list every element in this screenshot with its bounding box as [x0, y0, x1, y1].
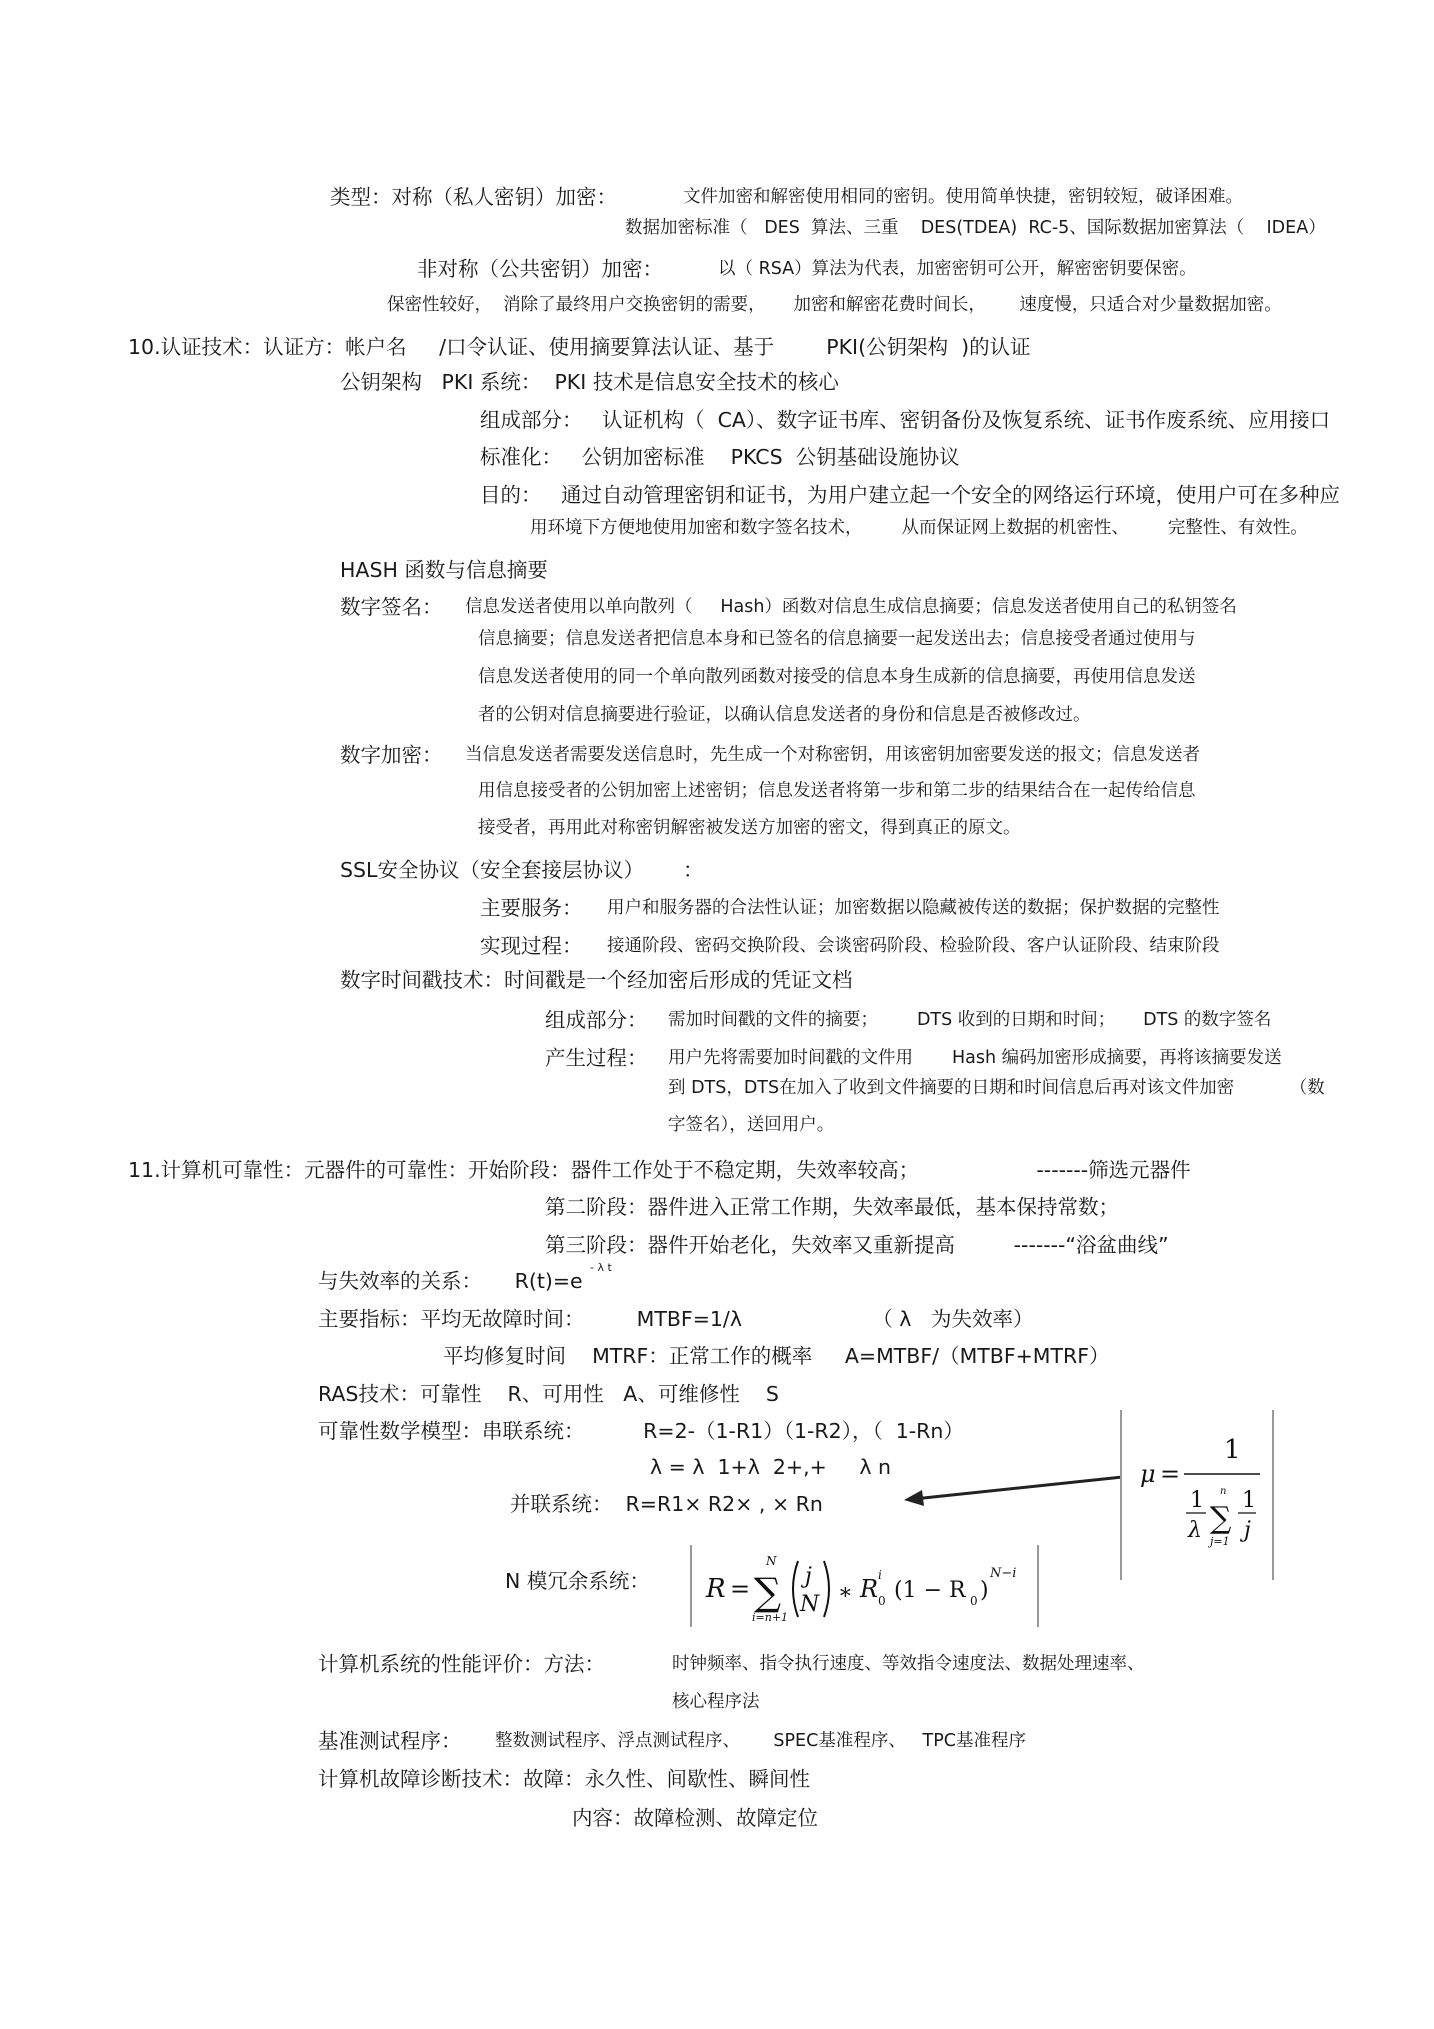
text-line: 当信息发送者需要发送信息时，先生成一个对称密钥，用该密钥加密要发送的报文；信息发送者: [465, 745, 1200, 765]
formula-mu-sigma: ∑: [1210, 1501, 1232, 1536]
text-line: 核心程序法: [672, 1692, 760, 1712]
text-line: 用环境下方便地使用加密和数字签名技术， 从而保证网上数据的机密性、 完整性、有效性。: [530, 518, 1308, 538]
text-line: 保密性较好， 消除了最终用户交换密钥的需要， 加密和解密花费时间长， 速度慢，只适合对少量数据加密。: [387, 295, 1282, 315]
text-line: 第二阶段：器件进入正常工作期，失效率最低，基本保持常数；: [545, 1195, 1119, 1219]
text-line: 计算机故障诊断技术：故障：永久性、间歇性、瞬间性: [318, 1767, 810, 1791]
text-line: 数字签名：: [340, 595, 443, 619]
subheading: 数字时间戳技术：时间戳是一个经加密后形成的凭证文档: [340, 968, 853, 992]
text-line: N 模冗余系统：: [505, 1569, 650, 1593]
formula-mu-inner-den: λ: [1188, 1518, 1202, 1543]
section-heading: 11.计算机可靠性：元器件的可靠性：开始阶段：器件工作处于不稳定期，失效率较高； -------筛选元器件: [128, 1158, 1191, 1182]
text-line: RAS技术：可靠性 R、可用性 A、可维修性 S: [318, 1382, 779, 1406]
subheading: HASH 函数与信息摘要: [340, 558, 548, 582]
text-line: 与失效率的关系： R(t)=e: [318, 1269, 583, 1293]
formula-mu-upper: n: [1220, 1486, 1227, 1497]
formula-nmr-box: [690, 1545, 1039, 1627]
text-line: 公钥架构 PKI 系统： PKI 技术是信息安全技术的核心: [340, 370, 839, 394]
text-line: 时钟频率、指令执行速度、等效指令速度法、数据处理速率、: [672, 1654, 1145, 1674]
text-line: 类型：对称（私人密钥）加密：: [330, 185, 617, 209]
text-line: 整数测试程序、浮点测试程序、 SPEC基准程序、 TPC基准程序: [495, 1731, 1026, 1751]
text-line: 组成部分： 认证机构（ CA）、数字证书库、密钥备份及恢复系统、证书作废系统、应用接口: [480, 408, 1331, 432]
formula-nmr-r0-sub: 0: [878, 1594, 886, 1608]
text-line: 标准化： 公钥加密标准 PKCS 公钥基础设施协议: [480, 445, 960, 469]
text-line: 主要指标：平均无故障时间： MTBF=1/λ （ λ 为失效率）: [318, 1307, 1034, 1331]
text-line: 用户和服务器的合法性认证；加密数据以隐藏被传送的数据；保护数据的完整性: [607, 898, 1220, 918]
formula-nmr-r0-sup: i: [878, 1568, 882, 1582]
paren-left: [793, 1561, 798, 1617]
paren-right: [824, 1561, 829, 1617]
section-heading: 10.认证技术：认证方：帐户名 /口令认证、使用摘要算法认证、基于 PKI(公钥架构 )的认证: [128, 335, 1031, 359]
text-line: 可靠性数学模型：串联系统： R=2-（1-R1）（1-R2），（ 1-Rn）: [318, 1419, 964, 1443]
text-line: 产生过程：: [545, 1046, 648, 1070]
text-line: 接受者，再用此对称密钥解密被发送方加密的密文，得到真正的原文。: [478, 818, 1021, 838]
text-line: λ = λ 1+λ 2+,+ λ n: [650, 1455, 892, 1479]
text-line: 第三阶段：器件开始老化，失效率又重新提高 -------“浴盆曲线”: [545, 1233, 1169, 1257]
formula-nmr-exp: N−i: [990, 1566, 1017, 1581]
exponent: - λ t: [590, 1261, 612, 1274]
formula-nmr-r0: R: [860, 1575, 879, 1603]
formula-mu-frac-den: j: [1244, 1518, 1251, 1543]
text-line: 信息摘要；信息发送者把信息本身和已签名的信息摘要一起发送出去；信息接受者通过使用与: [478, 629, 1196, 649]
formula-mu-num: 1: [1224, 1435, 1241, 1465]
formula-nmr-lhs: R: [706, 1574, 726, 1604]
formula-mu-lhs: μ: [1140, 1460, 1156, 1488]
text-line: 非对称（公共密钥）加密：: [417, 257, 663, 281]
arrow-icon: [900, 1470, 1140, 1510]
text-line: 接通阶段、密码交换阶段、会谈密码阶段、检验阶段、客户认证阶段、结束阶段: [607, 936, 1220, 956]
text-line: 信息发送者使用以单向散列（ Hash）函数对信息生成信息摘要；信息发送者使用自己的私钥签名: [465, 597, 1237, 617]
text-line: 到 DTS，DTS在加入了收到文件摘要的日期和时间信息后再对该文件加密 （数: [668, 1078, 1325, 1098]
text-line: 需加时间戳的文件的摘要； DTS 收到的日期和时间； DTS 的数字签名: [668, 1010, 1272, 1030]
text-line: 内容：故障检测、故障定位: [572, 1806, 818, 1830]
text-line: 平均修复时间 MTRF：正常工作的概率 A=MTBF/（MTBF+MTRF）: [443, 1344, 1110, 1368]
formula-nmr-binom-top: j: [805, 1564, 812, 1589]
formula-nmr-binom-bottom: N: [800, 1592, 820, 1617]
formula-nmr-eq: =: [730, 1575, 751, 1603]
text-line: 主要服务：: [480, 896, 583, 920]
formula-nmr-sigma: ∑: [754, 1570, 782, 1614]
text-line: 用户先将需要加时间戳的文件用 Hash 编码加密形成摘要，再将该摘要发送: [668, 1048, 1282, 1068]
text-line: 组成部分：: [545, 1008, 648, 1032]
formula-mu-lower: j=1: [1210, 1535, 1230, 1548]
formula-nmr-paren-body: (1 − R: [894, 1578, 966, 1603]
formula-nmr-upper: N: [766, 1554, 777, 1568]
formula-nmr-paren-sub: 0: [970, 1594, 978, 1608]
text-line: 基准测试程序：: [318, 1729, 462, 1753]
formula-nmr-paren-close: ): [980, 1578, 989, 1603]
text-line: 字签名），送回用户。: [668, 1115, 835, 1135]
text-line: 计算机系统的性能评价：方法：: [318, 1652, 605, 1676]
text-line: 文件加密和解密使用相同的密钥。使用简单快捷，密钥较短，破译困难。: [683, 187, 1243, 207]
text-line: 并联系统： R=R1× R2× , × Rn: [510, 1492, 823, 1516]
text-line: 以（ RSA）算法为代表，加密密钥可公开，解密密钥要保密。: [718, 259, 1197, 279]
text-line: 用信息接受者的公钥加密上述密钥；信息发送者将第一步和第二步的结果结合在一起传给信息: [478, 781, 1196, 801]
formula-nmr-lower: i=n+1: [752, 1611, 789, 1624]
text-line: 实现过程：: [480, 934, 583, 958]
text-line: 数字加密：: [340, 743, 443, 767]
text-line: 数据加密标准（ DES 算法、三重 DES(TDEA) RC-5、国际数据加密算法（ IDEA）: [625, 218, 1326, 238]
formula-mu-inner-num: 1: [1190, 1488, 1204, 1513]
text-line: 目的： 通过自动管理密钥和证书，为用户建立起一个安全的网络运行环境，使用户可在多种应: [480, 483, 1341, 507]
subheading: SSL安全协议（安全套接层协议） ：: [340, 858, 704, 882]
formula-mu-eq: =: [1160, 1460, 1181, 1488]
formula-mu-box: [1120, 1410, 1274, 1580]
formula-mu-frac-num: 1: [1242, 1488, 1256, 1513]
text-line: 信息发送者使用的同一个单向散列函数对接受的信息本身生成新的信息摘要，再使用信息发送: [478, 667, 1196, 687]
formula-nmr-mult: ∗: [838, 1580, 853, 1605]
text-line: 者的公钥对信息摘要进行验证，以确认信息发送者的身份和信息是否被修改过。: [478, 705, 1091, 725]
